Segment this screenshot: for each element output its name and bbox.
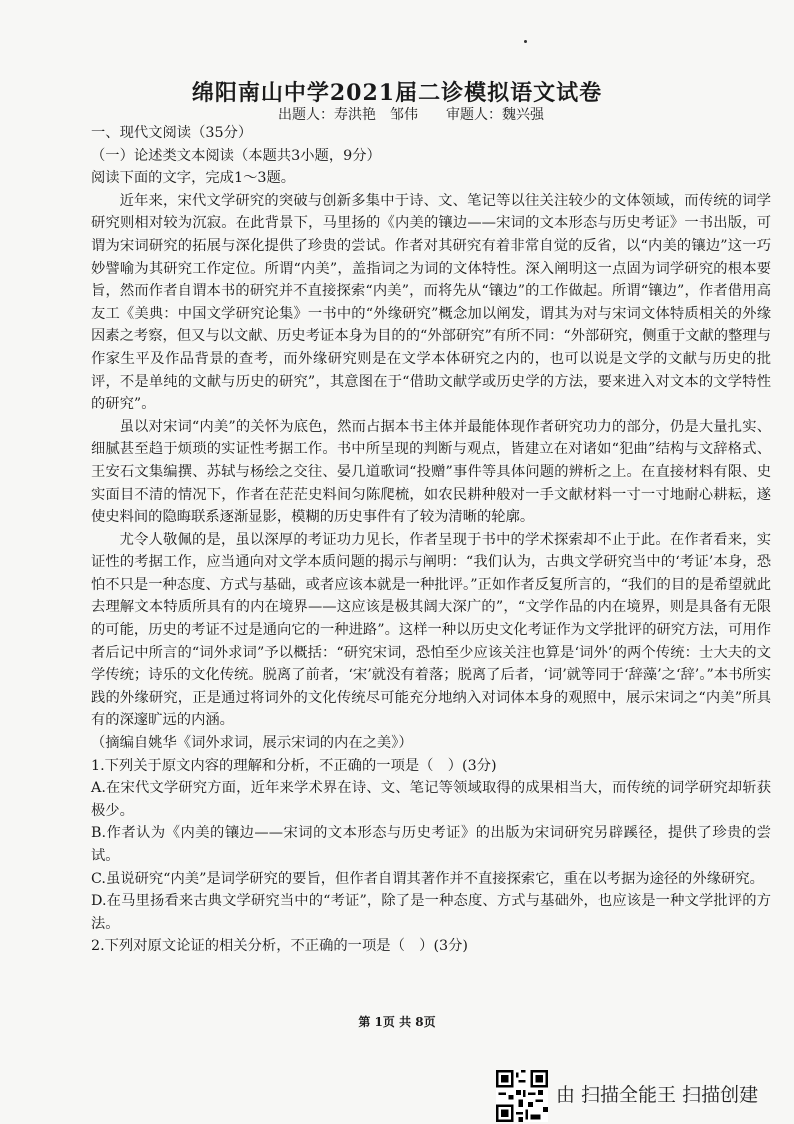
speck-mark [524, 40, 527, 43]
passage-paragraph: 尤令人敬佩的是，虽以深厚的考证功力见长，作者呈现于书中的学术探索却不止于此。在作者看来，实证性的考据工作，应当通向对文学本质问题的揭示与阐明：“我们认为，古典文学研究当中的‘考证’本身，恐怕不只是一种态度、方式与基础，或者应该本就是一种批评。”正如作者反复所言的，“我们的目的是希望就此去理解文本特质所具有的内在境界——这应该是极其阔大深广的”，“文学作品的内在境界，则是具备有无限的可能，历史的考证不过是通向它的一种进路”。这样一种以历史文化考证作为文学批评的研究方法，可用作者后记中所言的“词外求词”予以概括：“研究宋词，恐怕至少应该关注也算是‘词外’的两个传统：士大夫的文学传统；诗乐的文化传统。脱离了前者，‘宋’就没有着落；脱离了后者，‘词’就等同于‘辞藻’之‘辞’。”本书所实践的外缘研究，正是通过将词外的文化传统尽可能充分地纳入对词体本身的观照中，展示宋词之“内美”所具有的深邃旷远的内涵。 [91, 531, 771, 729]
answer-option-d: D.在马里扬看来古典文学研究当中的“考证”，除了是一种态度、方式与基础外，也应该是一种文学批评的方法。 [91, 893, 771, 932]
exam-authors: 出题人：寿洪艳 邹伟 审题人：魏兴强 [278, 107, 544, 123]
answer-option-b: B.作者认为《内美的镶边——宋词的文本形态与历史考证》的出版为宋词研究另辟蹊径，提供了珍贵的尝试。 [91, 825, 771, 864]
answer-option-c: C.虽说研究“内美”是词学研究的要旨，但作者自谓其著作并不直接探索它，重在以考据为途径的外缘研究。 [91, 870, 764, 887]
reading-instruction: 阅读下面的文字，完成1～3题。 [91, 170, 296, 187]
answer-option-a: A.在宋代文学研究方面，近年来学术界在诗、文、笔记等领域取得的成果相当大，而传统的词学研究却斩获极少。 [91, 780, 771, 819]
passage-paragraph: 近年来，宋代文学研究的突破与创新多集中于诗、文、笔记等以往关注较少的文体领域，而传统的词学研究则相对较为沉寂。在此背景下，马里扬的《内美的镶边——宋词的文本形态与历史考证》一书出版，可谓为宋词研究的拓展与深化提供了珍贵的尝试。作者对其研究有着非常自觉的反省，以“内美的镶边”这一巧妙譬喻为其研究工作定位。所谓“内美”，盖指词之为词的文体特性。深入阐明这一点固为词学研究的根本要旨，然而作者自谓本书的研究并不直接探索“内美”，而将先从“镶边”的工作做起。所谓“镶边”，作者借用高友工《美典：中国文学研究论集》一书中的“外缘研究”概念加以阐发，谓其为对与宋词文体特质相关的外缘因素之考察，但又与以文献、历史考证本身为目的的“外部研究”有所不同：“外部研究，侧重于文献的整理与作家生平及作品背景的查考，而外缘研究则是在文学本体研究之内的，也可以说是文学的文献与历史的批评，不是单纯的文献与历史的研究”，其意图在于“借助文献学或历史学的方法，要来进入对文本的文学特性的研究”。 [91, 192, 771, 413]
scanner-watermark: 由 扫描全能王 扫描创建 [556, 1084, 759, 1106]
subsection-heading: （一）论述类文本阅读（本题共3小题，9分） [91, 147, 381, 164]
passage-citation: （摘编自姚华《词外求词，展示宋词的内在之美》） [91, 735, 413, 752]
section-heading: 一、现代文阅读（35分） [91, 125, 253, 141]
exam-body [91, 122, 771, 958]
passage-paragraph: 虽以对宋词“内美”的关怀为底色，然而占据本书主体并最能体现作者研究功力的部分，仍是大量扎实、细腻甚至趋于烦琐的实证性考据工作。书中所呈现的判断与观点，皆建立在对诸如“犯曲”结构与文辞格式、王安石文集编撰、苏轼与杨绘之交往、晏几道歌词“投赠”事件等具体问题的辨析之上。在直接材料有限、史实面目不清的情况下，作者在茫茫史料间匀陈爬梳，如农民耕种般对一手文献材料一寸一寸地耐心耕耘，遂使史料间的隐晦联系逐渐显影，模糊的历史事件有了较为清晰的轮廓。 [91, 418, 771, 526]
qr-code-icon [496, 1070, 548, 1122]
question-stem: 2.下列对原文论证的相关分析，不正确的一项是（ ）(3分) [91, 938, 469, 955]
exam-title: 绵阳南山中学2021届二诊模拟语文试卷 [191, 80, 603, 106]
page-number: 第 1页 共 8页 [358, 1015, 436, 1029]
question-stem: 1.下列关于原文内容的理解和分析，不正确的一项是（ ）(3分) [91, 757, 497, 774]
